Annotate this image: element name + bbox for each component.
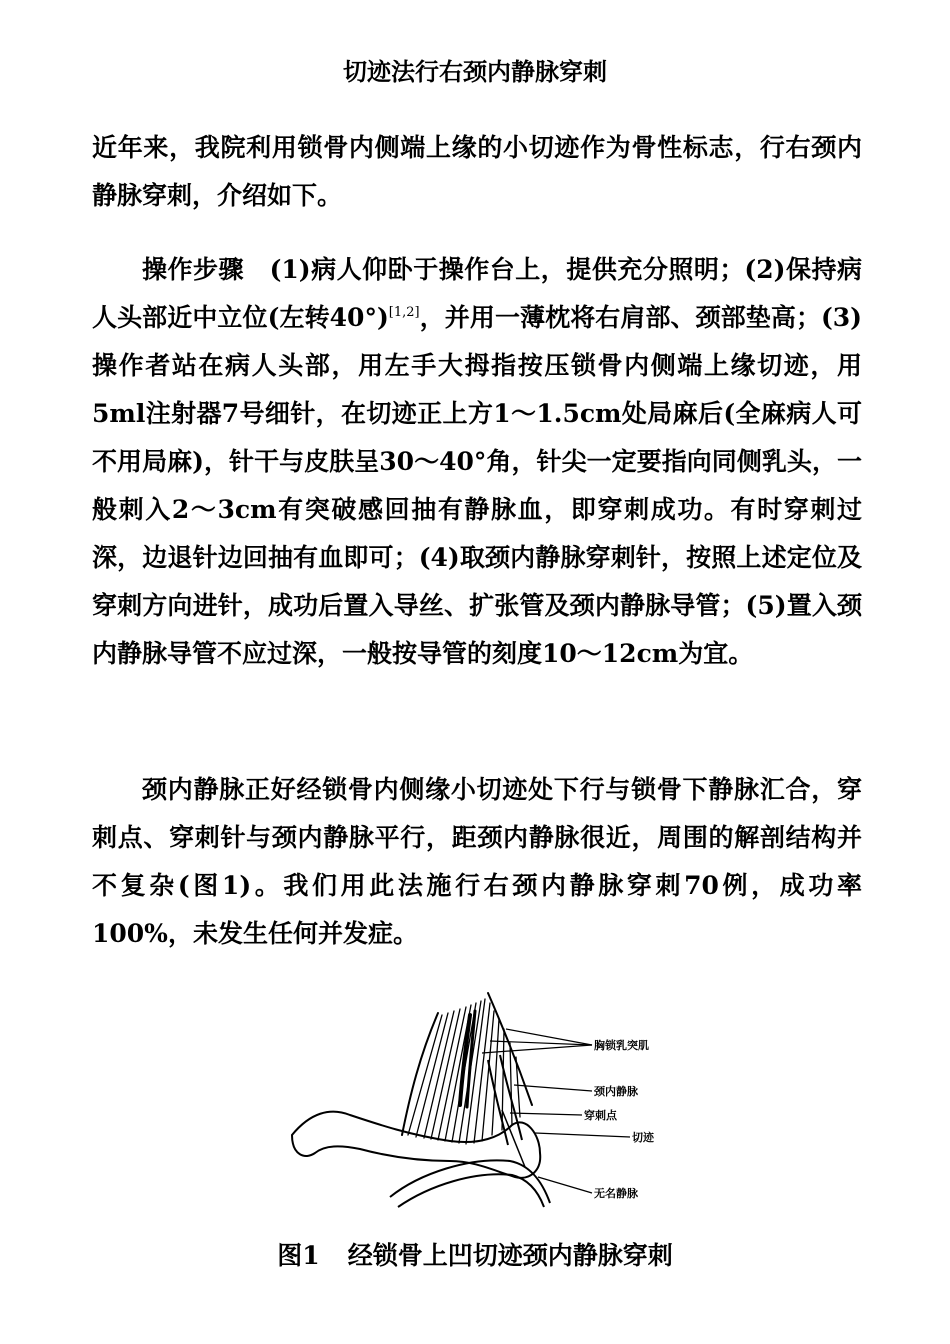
label-brachiocephalic-vein: 无名静脉 <box>594 1187 638 1200</box>
label-puncture-point: 穿刺点 <box>584 1109 617 1122</box>
anatomy-figure <box>270 985 690 1220</box>
steps-paragraph <box>92 246 862 678</box>
figure-caption-text: 经锁骨上凹切迹颈内静脉穿刺 <box>347 1241 673 1270</box>
brachiocephalic-vein-drawing <box>390 1160 550 1207</box>
label-notch: 切迹 <box>632 1131 654 1144</box>
figure-caption <box>0 1238 950 1274</box>
label-internal-jugular-vein: 颈内静脉 <box>594 1085 638 1098</box>
intro-paragraph: 近年来，我院利用锁骨内侧端上缘的小切迹作为骨性标志，行右颈内静脉穿刺，介绍如下。 <box>92 133 862 210</box>
steps-lead: 操作步骤 (1)病人仰卧于操作台上，提供充分照明；(2)保持病人头部近中立位(左转40°) <box>92 255 862 332</box>
figure-number: 图1 <box>277 1241 320 1270</box>
citation-ref: [1,2] <box>388 305 420 320</box>
steps-rest: ，并用一薄枕将右肩部、颈部垫高；(3)操作者站在病人头部，用左手大拇指按压锁骨内侧端上缘切迹，用5ml注射器7号细针，在切迹正上方1～1.5cm处局麻后(全麻病人可不用局麻)，针干与皮肤呈30～40°角，针尖一定要指向同侧乳头，一般刺入2～3cm有突破感回抽有静脉血，即穿刺成功。有时穿刺过深，边退针边回抽有血即可；(4)取颈内静脉穿刺针，按照上述定位及穿刺方向进针，成功后置入导丝、扩张管及颈内静脉导管；(5)置入颈内静脉导管不应过深，一般按导管的刻度10～12cm为宜。 <box>92 303 862 668</box>
discussion-paragraph: 颈内静脉正好经锁骨内侧缘小切迹处下行与锁骨下静脉汇合，穿刺点、穿刺针与颈内静脉平行，距颈内静脉很近，周围的解剖结构并不复杂(图1)。我们用此法施行右颈内静脉穿刺70例，成功率100%，未发生任何并发症。 <box>92 775 862 948</box>
label-sternocleidomastoid: 胸锁乳突肌 <box>594 1039 649 1052</box>
neck-muscle-drawing <box>402 993 532 1144</box>
page-title: 切迹法行右颈内静脉穿刺 <box>343 57 607 86</box>
